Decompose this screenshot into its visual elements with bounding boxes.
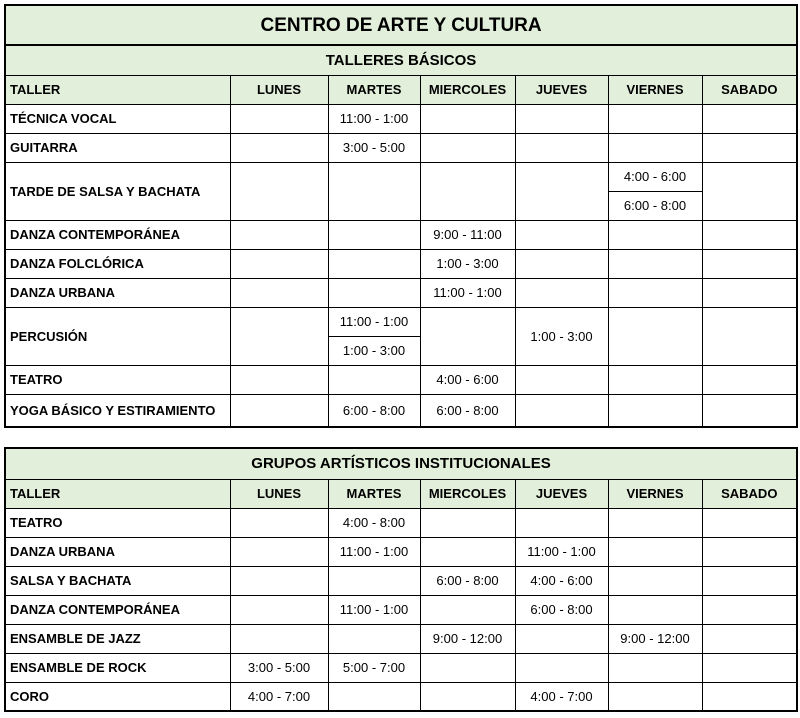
grupo-name: TEATRO	[5, 508, 230, 537]
section-title-grupos: GRUPOS ARTÍSTICOS INSTITUCIONALES	[5, 448, 797, 479]
taller-name: PERCUSIÓN	[5, 307, 230, 365]
column-header-viernes: VIERNES	[608, 75, 702, 104]
schedule-cell: 11:00 - 1:00	[328, 307, 420, 336]
column-header-jueves: JUEVES	[515, 75, 608, 104]
table-row	[5, 220, 797, 249]
column-header-sabado: SABADO	[702, 479, 797, 508]
taller-name: TARDE DE SALSA Y BACHATA	[5, 162, 230, 220]
schedule-cell: 11:00 - 1:00	[515, 537, 608, 566]
schedule-cell: 11:00 - 1:00	[420, 278, 515, 307]
schedule-cell: 3:00 - 5:00	[230, 653, 328, 682]
table-row	[5, 595, 797, 624]
column-header-jueves: JUEVES	[515, 479, 608, 508]
section-title-talleres: TALLERES BÁSICOS	[5, 45, 797, 75]
column-header-miercoles: MIERCOLES	[420, 75, 515, 104]
taller-name: TEATRO	[5, 365, 230, 394]
table-row	[5, 104, 797, 133]
column-header-taller: TALLER	[5, 479, 230, 508]
table-row	[5, 133, 797, 162]
table-row	[5, 624, 797, 653]
grupo-name: DANZA CONTEMPORÁNEA	[5, 595, 230, 624]
schedule-cell: 4:00 - 6:00	[515, 566, 608, 595]
schedule-cell: 9:00 - 11:00	[420, 220, 515, 249]
table-row	[5, 508, 797, 537]
column-header-martes: MARTES	[328, 479, 420, 508]
schedule-cell: 6:00 - 8:00	[608, 191, 702, 220]
taller-name: TÉCNICA VOCAL	[5, 104, 230, 133]
grupo-name: CORO	[5, 682, 230, 711]
column-header-miercoles: MIERCOLES	[420, 479, 515, 508]
table-header-row	[5, 479, 797, 508]
schedule-cell: 1:00 - 3:00	[328, 336, 420, 365]
column-header-viernes: VIERNES	[608, 479, 702, 508]
grupo-name: SALSA Y BACHATA	[5, 566, 230, 595]
table-row	[5, 162, 797, 191]
column-header-taller: TALLER	[5, 75, 230, 104]
taller-name: DANZA FOLCLÓRICA	[5, 249, 230, 278]
table-row	[5, 307, 797, 336]
schedule-cell: 4:00 - 6:00	[608, 162, 702, 191]
taller-name: YOGA BÁSICO Y ESTIRAMIENTO	[5, 394, 230, 427]
taller-name: DANZA URBANA	[5, 278, 230, 307]
schedule-cell: 6:00 - 8:00	[420, 394, 515, 427]
column-header-sabado: SABADO	[702, 75, 797, 104]
grupo-name: ENSAMBLE DE JAZZ	[5, 624, 230, 653]
taller-name: DANZA CONTEMPORÁNEA	[5, 220, 230, 249]
column-header-lunes: LUNES	[230, 479, 328, 508]
schedule-cell: 3:00 - 5:00	[328, 133, 420, 162]
schedule-cell: 11:00 - 1:00	[328, 537, 420, 566]
table-row	[5, 365, 797, 394]
table-row	[5, 394, 797, 427]
schedule-cell: 9:00 - 12:00	[420, 624, 515, 653]
grupo-name: DANZA URBANA	[5, 537, 230, 566]
schedule-cell: 1:00 - 3:00	[420, 249, 515, 278]
schedule-cell: 4:00 - 6:00	[420, 365, 515, 394]
schedule-cell: 5:00 - 7:00	[328, 653, 420, 682]
schedule-cell: 4:00 - 7:00	[515, 682, 608, 711]
table-row	[5, 566, 797, 595]
table-row	[5, 537, 797, 566]
grupo-name: ENSAMBLE DE ROCK	[5, 653, 230, 682]
table-row	[5, 682, 797, 711]
schedule-cell: 6:00 - 8:00	[420, 566, 515, 595]
table-row	[5, 249, 797, 278]
schedule-cell: 1:00 - 3:00	[515, 307, 608, 365]
schedule-cell: 11:00 - 1:00	[328, 104, 420, 133]
taller-name: GUITARRA	[5, 133, 230, 162]
table-row	[5, 278, 797, 307]
table-header-row	[5, 75, 797, 104]
column-header-lunes: LUNES	[230, 75, 328, 104]
page-title: CENTRO DE ARTE Y CULTURA	[5, 5, 797, 45]
schedule-cell: 6:00 - 8:00	[515, 595, 608, 624]
schedule-cell: 11:00 - 1:00	[328, 595, 420, 624]
table-row	[5, 653, 797, 682]
schedule-cell: 6:00 - 8:00	[328, 394, 420, 427]
talleres-basicos-table	[4, 4, 798, 428]
schedule-cell: 9:00 - 12:00	[608, 624, 702, 653]
schedule-cell: 4:00 - 7:00	[230, 682, 328, 711]
schedule-cell: 4:00 - 8:00	[328, 508, 420, 537]
grupos-artisticos-table	[4, 447, 798, 712]
column-header-martes: MARTES	[328, 75, 420, 104]
